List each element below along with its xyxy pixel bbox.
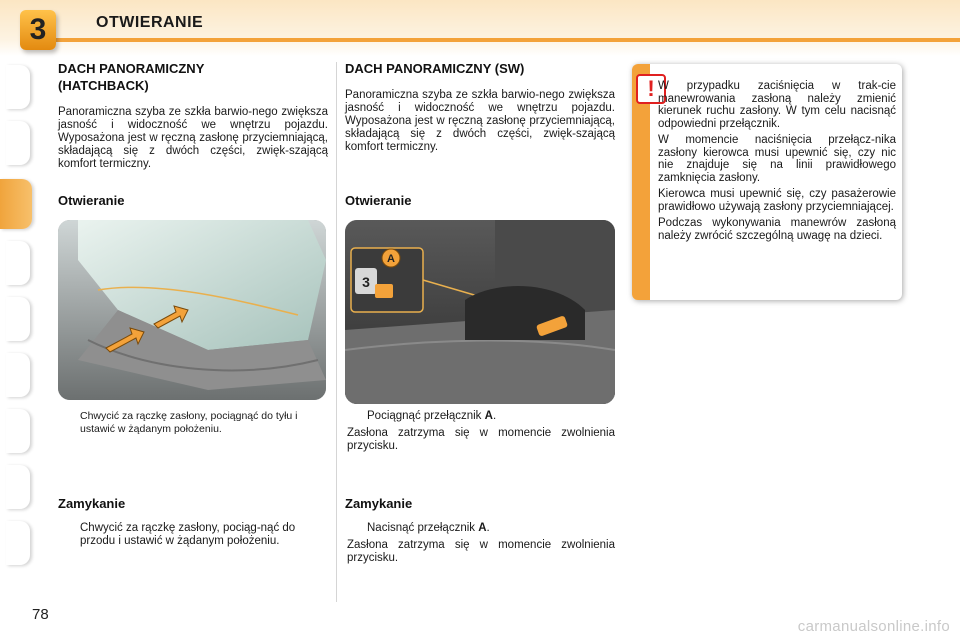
warning-paragraph: Podczas wykonywania manewrów zasłoną należy zwrócić szczególną uwagę na dzieci. bbox=[658, 217, 896, 242]
chapter-tab-2[interactable] bbox=[6, 121, 30, 165]
bullet-icon bbox=[347, 522, 367, 535]
sw-intro: Panoramiczna szyba ze szkła barwio-nego zwiększa jasność i widoczność we wnętrzu pojazdu. Wyposażona jest w ręczną zasłonę przyciemniającą, składającą się z dwóch części, zwięk-szającą komfort termiczny. bbox=[345, 89, 615, 153]
warning-paragraph: W przypadku zaciśnięcia w trak-cie manewrowania zasłoną należy zmienić kierunek ruchu zasłony. W tym celu nacisnąć odpowiedni przełącznik. bbox=[658, 80, 896, 130]
warning-box bbox=[632, 64, 902, 300]
hatchback-closing-instruction bbox=[60, 522, 328, 548]
chapter-tab-8[interactable] bbox=[6, 465, 30, 509]
sw-closing-note: Zasłona zatrzyma się w momencie zwolnienia przycisku. bbox=[347, 539, 615, 564]
warning-icon: ! bbox=[636, 74, 666, 104]
hatchback-opening-instruction bbox=[60, 410, 328, 435]
bullet-icon bbox=[60, 522, 80, 548]
warning-paragraph: Kierowca musi upewnić się, czy pasażerowie prawidłowo używają zasłony przyciemniającej. bbox=[658, 188, 896, 213]
chapter-tab-9[interactable] bbox=[6, 521, 30, 565]
page-header bbox=[0, 0, 960, 56]
page-number: 78 bbox=[32, 606, 49, 623]
sw-switch-photo bbox=[345, 220, 615, 404]
sentence-end: . bbox=[486, 522, 490, 534]
chapter-tab-4[interactable] bbox=[6, 241, 30, 285]
chapter-tab-3-active[interactable] bbox=[0, 179, 32, 229]
hatchback-opening-title: Otwieranie bbox=[58, 193, 125, 208]
switch-a-key: A bbox=[484, 410, 493, 422]
sw-closing-title: Zamykanie bbox=[345, 496, 413, 511]
switch-a-label: A bbox=[387, 253, 395, 265]
hatchback-roof-photo bbox=[58, 220, 326, 400]
sw-opening-instruction bbox=[347, 410, 615, 453]
hatchback-heading: DACH PANORAMICZNY (HATCHBACK) bbox=[58, 61, 205, 93]
switch-a-key: A bbox=[478, 522, 487, 534]
chapter-tab-5[interactable] bbox=[6, 297, 30, 341]
chapter-badge: 3 bbox=[20, 10, 56, 50]
sw-section bbox=[345, 60, 615, 154]
photo-number-label: 3 bbox=[362, 274, 370, 290]
chapter-tab-6[interactable] bbox=[6, 353, 30, 397]
sw-closing-bullet: Nacisnąć przełącznik bbox=[367, 522, 479, 534]
page-title: OTWIERANIE bbox=[96, 14, 204, 31]
bullet-icon bbox=[60, 410, 80, 435]
hatchback-section bbox=[58, 60, 328, 171]
sw-opening-note: Zasłona zatrzyma się w momencie zwolnienia przycisku. bbox=[347, 427, 615, 452]
watermark: carmanualsonline.info bbox=[797, 618, 950, 635]
hatchback-roof-illustration bbox=[58, 220, 326, 400]
warning-text bbox=[658, 80, 896, 246]
sw-closing-instruction bbox=[347, 522, 615, 565]
sw-opening-title: Otwieranie bbox=[345, 193, 412, 208]
hatchback-intro: Panoramiczna szyba ze szkła barwio-nego zwiększa jasność i widoczność we wnętrzu pojazdu. Wyposażona jest w ręczną zasłonę przyciemniającą, składającą się z dwóch części, zwięk-szającą komfort termiczny. bbox=[58, 106, 328, 170]
chapter-tab-7[interactable] bbox=[6, 409, 30, 453]
switch-a-icon bbox=[375, 284, 393, 298]
hatchback-closing-bullet: Chwycić za rączkę zasłony, pociąg-nąć do przodu i ustawić w żądanym położeniu. bbox=[80, 522, 296, 547]
hatchback-closing-title: Zamykanie bbox=[58, 496, 126, 511]
header-band bbox=[50, 38, 960, 42]
column-divider bbox=[336, 62, 337, 602]
chapter-tab-1[interactable] bbox=[6, 65, 30, 109]
bullet-icon bbox=[347, 410, 367, 423]
sentence-end: . bbox=[492, 410, 497, 422]
hatchback-opening-bullet: Chwycić za rączkę zasłony, pociągnąć do tyłu i ustawić w żądanym położeniu. bbox=[80, 410, 298, 435]
chapter-tabs bbox=[0, 65, 32, 580]
sw-heading: DACH PANORAMICZNY (SW) bbox=[345, 61, 525, 76]
warning-paragraph: W momencie naciśnięcia przełącz-nika zasłony kierowca musi upewnić się, czy nic nie znajduje się na linii prawidłowego zamknięcia zasłony. bbox=[658, 134, 896, 184]
sw-opening-bullet: Pociągnąć przełącznik bbox=[367, 410, 485, 422]
sw-switch-illustration bbox=[345, 220, 615, 404]
